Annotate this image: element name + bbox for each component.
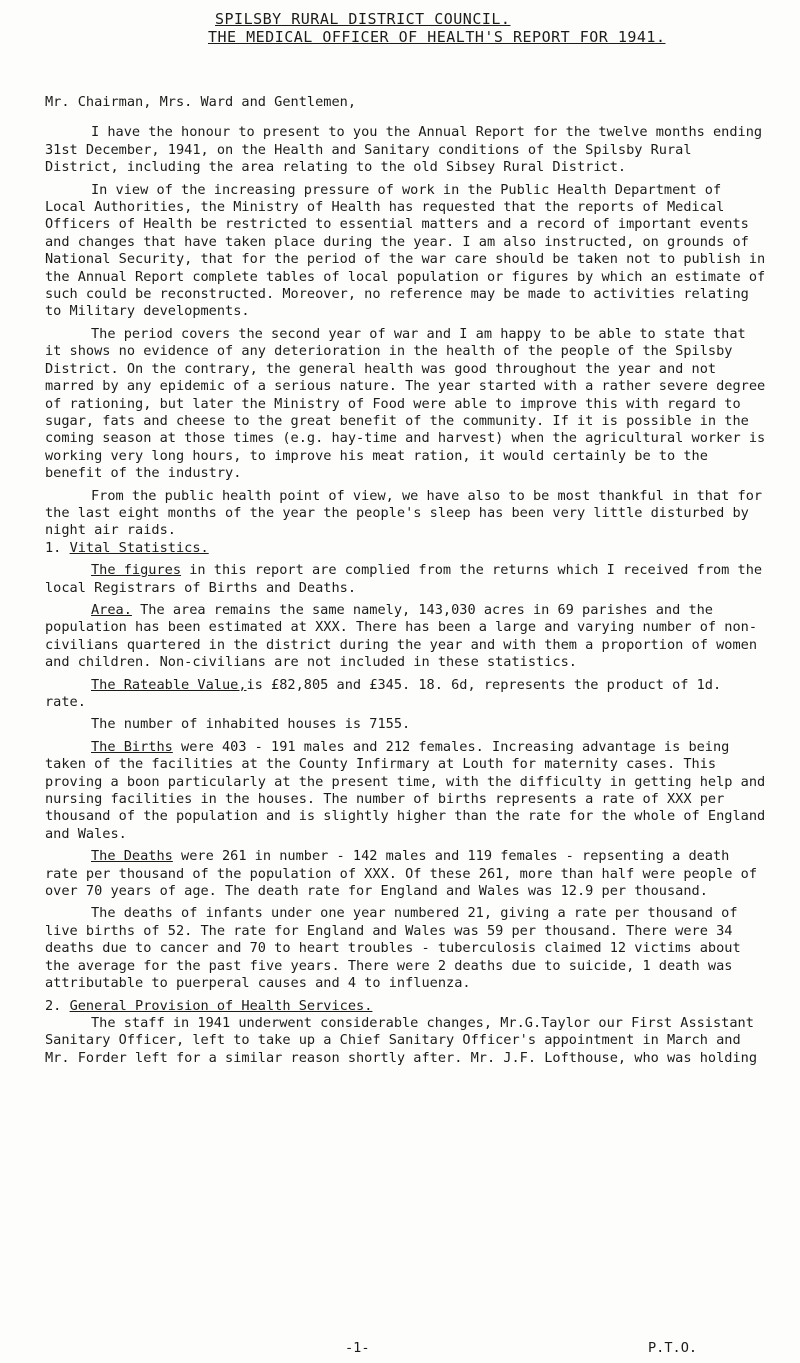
paragraph-introduction: I have the honour to present to you the Annual Report for the twelve months ending 31st December, 1941, on the Health and Sanitary conditions of the Spilsby Rural District, including the area relating to the old Sibsey Rural District. (45, 124, 771, 176)
paragraph-general-health: The period covers the second year of war and I am happy to be able to state that it shows no evidence of any deterioration in the health of the people of the Spilsby District. On the contrary, the general health was good throughout the year and not marred by any epidemic of a serious nature. The year started with a rather severe degree of rationing, but later the Ministry of Food were able to improve this with regard to sugar, fats and cheese to the great benefit of the community. If it is possible in the coming season at those times (e.g. hay-time and harvest) when the agricultural worker is working very long hours, to improve his meat ration, it would certainly be to the benefit of the industry. (45, 325, 774, 482)
section-2-number: 2. (45, 997, 62, 1014)
paragraph-sources (45, 562, 769, 597)
council-heading: SPILSBY RURAL DISTRICT COUNCIL. (215, 10, 511, 28)
paragraph-deaths (45, 848, 769, 900)
paragraph-staff-changes: The staff in 1941 underwent considerable changes, Mr.G.Taylor our First Assistant Sanitary Officer, left to take up a Chief Sanitary Officer's appointment in March and Mr. Forder left for a similar reason shortly after. Mr. J.F. Lofthouse, who was holding (45, 1014, 763, 1066)
rateable-text: is £82,805 and £345. 18. 6d, represents the product of 1d. rate. (45, 676, 730, 710)
births-label: The Births (91, 738, 173, 755)
paragraph-air-raids: From the public health point of view, we have also to be most thankful in that for the last eight months of the year the people's sleep has been very little disturbed by night air raids. (45, 487, 771, 539)
report-title: THE MEDICAL OFFICER OF HEALTH'S REPORT FOR 1941. (208, 28, 666, 46)
section-2-title: General Provision of Health Services. (69, 997, 373, 1014)
deaths-label: The Deaths (91, 848, 173, 865)
paragraph-houses: The number of inhabited houses is 7155. (91, 716, 411, 733)
paragraph-war-restrictions: In view of the increasing pressure of work in the Public Health Department of Local Authorities, the Ministry of Health has requested that the reports of Medical Officers of Health be restricted to essential matters and a record of important events and changes that have taken place during the year. I am also instructed, on grounds of National Security, that for the period of the war care should be taken not to publish in the Annual Report complete tables of local population or figures by which an estimate of such could be reconstructed. Moreover, no reference may be made to activities relating to Military developments. (45, 181, 774, 320)
births-text: were 403 - 191 males and 212 females. Increasing advantage is being taken of the facilities at the County Infirmary at Louth for maternity cases. This proving a boon particularly at the present time, with the difficulty in getting help and nursing facilities in the houses. The number of births represents a rate of XXX per thousand of the population and is slightly higher than the rate for the whole of England and Wales. (45, 738, 774, 842)
paragraph-area (45, 602, 769, 672)
section-1-title: Vital Statistics. (69, 539, 209, 556)
sources-lead: The figures (91, 562, 182, 579)
sources-text: in this report are complied from the returns which I received from the local Registrars of Births and Deaths. (45, 562, 771, 596)
area-label: Area. (91, 601, 132, 618)
rateable-label: The Rateable Value, (91, 676, 247, 693)
report-body (45, 94, 774, 1067)
paragraph-infant-deaths: The deaths of infants under one year numbered 21, giving a rate per thousand of live births of 52. The rate for England and Wales was 59 per thousand. There were 34 deaths due to cancer and 70 to heart troubles - tuberculosis claimed 12 victims about the average for the past five years. There were 2 deaths due to suicide, 1 death was attributable to puerperal causes and 4 to influenza. (45, 905, 749, 992)
paragraph-births (45, 738, 774, 843)
please-turn-over: P.T.O. (648, 1340, 698, 1356)
section-1-heading (45, 540, 769, 557)
deaths-text: were 261 in number - 142 males and 119 females - repsenting a death rate per thousand of the population of XXX. Of these 261, more than half were people of over 70 years of age. The death rate for England and Wales was 12.9 per thousand. (45, 848, 766, 900)
section-2-heading (45, 998, 769, 1015)
area-text: The area remains the same namely, 143,030 acres in 69 parishes and the population has been estimated at XXX. There has been a large and varying number of non-civilians quartered in the district during the year and with them a proportion of women and children. Non-civilians are not included in these statistics. (45, 601, 766, 671)
section-1-number: 1. (45, 539, 62, 556)
page-number: -1- (345, 1340, 370, 1356)
salutation: Mr. Chairman, Mrs. Ward and Gentlemen, (45, 94, 356, 110)
paragraph-rateable-value (45, 677, 769, 712)
